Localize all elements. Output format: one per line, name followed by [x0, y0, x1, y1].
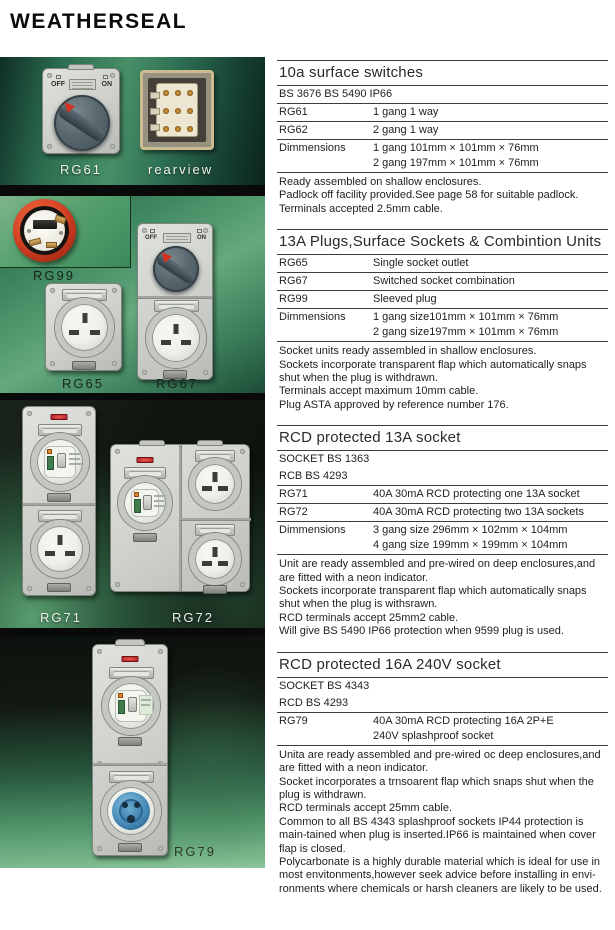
spec-row [277, 713, 608, 745]
product-desc [373, 311, 606, 338]
neon-indicator [51, 414, 68, 420]
spec-row [277, 273, 608, 290]
spec-desc-line: 40A 30mA RCD protecting one 13A socket [373, 488, 580, 501]
note: Common to all BS 4343 splashproof sockets IP44 protection is main-tained when plug is inserted.IP66 is maintained when cover flap is closed. [279, 815, 596, 855]
product-desc [373, 524, 606, 551]
product-desc [373, 715, 606, 742]
product-desc [373, 275, 606, 287]
panel-separator [0, 185, 265, 196]
spec-section [277, 652, 608, 896]
product-code: RG61 [279, 106, 308, 118]
socket-face [55, 298, 114, 357]
note: Sockets incorporate transparent flap which automatically snaps shut when the plug is withdrawn. [279, 358, 587, 385]
product-code: RG99 [279, 293, 308, 306]
on-label: ON [101, 81, 112, 88]
product-photo-rg65 [45, 283, 122, 371]
drain-tab [133, 533, 157, 542]
note: Unita are ready assembled and pre-wired oc deep enclosures,and are fitted with a neon indicator. [279, 748, 601, 775]
neon-indicator [122, 656, 139, 662]
note: Socket incorporates a trnsoarent flap which snaps shut when the plug is withdrawn. [279, 775, 594, 801]
spec-desc-line: 4 gang size 199mm × 199mm × 104mm [373, 539, 568, 552]
product-photo-rg61 [42, 68, 120, 154]
product-desc [373, 124, 606, 136]
rotary-knob [54, 95, 110, 151]
off-label: OFF [51, 81, 65, 88]
note: Ready assembled on shallow enclosures. [279, 176, 482, 188]
spec-desc-line: 40A 30mA RCD protecting two 13A sockets [373, 506, 584, 519]
product-photo-rg72 [110, 444, 250, 592]
spec-row [277, 122, 608, 139]
photo-label-rg65: RG65 [62, 376, 104, 391]
spec-tables [277, 60, 608, 909]
spec-desc-line: 240V splashproof socket [373, 729, 494, 742]
note: Socket units ready assembled in shallow enclosures. [279, 345, 537, 358]
photo-label-rg72: RG72 [172, 610, 214, 625]
drain-tab [203, 585, 227, 594]
socket-face [189, 458, 241, 510]
section-title: 10a surface switches [279, 64, 424, 81]
note: Polycarbonate is a highly durable material which is ideal for use in most envitonments,however seek advice before installing in envi-ronments where chemicals or harsh cleaners are likely to be used. [279, 855, 602, 895]
photo-panel-plugs-sockets [0, 196, 265, 393]
product-code: RG65 [279, 257, 308, 270]
socket-face [146, 308, 206, 368]
photo-label-rg71: RG71 [40, 610, 82, 625]
conduit-tab [197, 440, 223, 446]
spec-desc-line: Single socket outlet [373, 257, 469, 270]
note: Will give BS 5490 IP66 protection when 9599 plug is used. [279, 625, 564, 638]
rating-plate [163, 233, 191, 243]
spec-desc-line: 1 gang 1 way [373, 106, 439, 118]
product-photo-rg71 [22, 406, 96, 596]
product-desc [373, 506, 606, 518]
standard-ref: BS 3676 BS 5490 IP66 [279, 88, 393, 100]
on-label: ON [197, 235, 206, 241]
spec-section [277, 229, 608, 412]
product-code: Dimmensions [279, 142, 346, 154]
neon-indicator [137, 457, 154, 463]
note: RCD terminals accept 25mm2 cable. [279, 611, 459, 624]
conduit-tab [68, 64, 94, 70]
spec-row [277, 140, 608, 172]
standard-ref: SOCKET BS 4343 [279, 679, 370, 692]
socket-face [31, 520, 89, 578]
standard-ref: RCB BS 4293 [279, 470, 348, 483]
socket-face [189, 533, 241, 585]
product-photo-rg99 [13, 199, 76, 262]
section-notes [277, 342, 608, 412]
product-photo-rg67 [137, 223, 213, 380]
rotary-knob [153, 246, 199, 292]
conduit-tab [139, 440, 165, 446]
spec-row [277, 504, 608, 521]
standard-ref: RCD BS 4293 [279, 696, 349, 709]
photo-label-rearview: rearview [148, 162, 214, 177]
drain-tab [47, 493, 71, 502]
note: Unit are ready assembled and pre-wired on deep enclosures,and are fitted with a neon indicator. [279, 558, 596, 584]
note: Plug ASTA approved by reference number 176. [279, 398, 509, 411]
product-desc [373, 488, 606, 500]
standard-ref: SOCKET BS 1363 [279, 453, 370, 466]
section-notes [277, 555, 608, 638]
product-code: Dimmensions [279, 524, 346, 537]
spec-desc-line: 1 gang size101mm × 101mm × 76mm [373, 311, 559, 324]
note: Terminals accepted 2.5mm cable. [279, 202, 443, 215]
drain-tab [118, 737, 142, 746]
spec-row [277, 291, 608, 308]
product-code: RG79 [279, 714, 308, 727]
drain-tab [118, 843, 142, 852]
spec-desc-line: 2 gang size197mm × 101mm × 76mm [373, 326, 559, 339]
panel-separator [0, 628, 265, 636]
spec-desc-line: Switched socket combination [373, 275, 515, 288]
section-title: RCD protected 16A 240V socket [279, 655, 501, 673]
photo-panel-switches [0, 57, 265, 185]
page-title: WEATHERSEAL [10, 10, 188, 33]
photo-label-rg67: RG67 [156, 376, 198, 391]
spec-desc-line: 2 gang 197mm × 101mm × 76mm [373, 157, 539, 169]
spec-row [277, 522, 608, 554]
photo-label-rg99: RG99 [33, 268, 75, 283]
product-desc [373, 293, 606, 305]
product-desc [373, 106, 606, 118]
conduit-tab [115, 639, 145, 646]
product-photo-rg79 [92, 644, 168, 856]
note: RCD terminals accept 25mm cable. [279, 802, 453, 815]
spec-row [277, 104, 608, 121]
socket-face-16a [101, 781, 161, 841]
product-desc [373, 142, 606, 169]
product-code: RG72 [279, 506, 308, 519]
spec-desc-line: Sleeved plug [373, 293, 437, 306]
spec-desc-line: 3 gang size 296mm × 102mm × 104mm [373, 524, 568, 537]
photo-label-rg79: RG79 [174, 844, 216, 859]
rg99-inset-photo [0, 196, 131, 268]
section-notes [277, 173, 608, 216]
drain-tab [72, 361, 96, 370]
spec-desc-line: 40A 30mA RCD protecting 16A 2P+E [373, 714, 554, 727]
photo-panel-rcd-13a [0, 400, 265, 628]
note: Terminals accept maximum 10mm cable. [279, 385, 479, 398]
rating-plate [69, 79, 96, 90]
product-desc [373, 257, 606, 269]
section-title: 13A Plugs,Surface Sockets & Combintion Units [279, 233, 602, 251]
section-notes [277, 746, 608, 896]
spec-section [277, 60, 608, 216]
spec-row [277, 255, 608, 272]
product-code: RG71 [279, 488, 308, 501]
section-title: RCD protected 13A socket [279, 429, 461, 447]
photo-panel-rcd-16a [0, 636, 265, 868]
product-code: RG67 [279, 275, 308, 288]
photo-label-rg61: RG61 [60, 162, 102, 177]
spec-row [277, 309, 608, 341]
product-code: RG62 [279, 124, 308, 136]
spec-desc-line: 1 gang 101mm × 101mm × 76mm [373, 142, 539, 154]
product-photo-rearview [140, 70, 214, 150]
rcd-window [31, 433, 89, 491]
drain-tab [47, 583, 71, 592]
spec-section [277, 425, 608, 638]
product-code: Dimmensions [279, 311, 346, 324]
off-label: OFF [145, 235, 157, 241]
rcd-window [102, 677, 160, 735]
note: Padlock off facility provided.See page 58 for suitable padlock. [279, 189, 579, 202]
panel-separator [0, 393, 265, 400]
rcd-window [118, 476, 172, 530]
spec-desc-line: 2 gang 1 way [373, 124, 439, 136]
note: Sockets incorporate transparent flap which automatically snaps shut when the plug is withsrawn. [279, 585, 587, 611]
spec-row [277, 486, 608, 503]
